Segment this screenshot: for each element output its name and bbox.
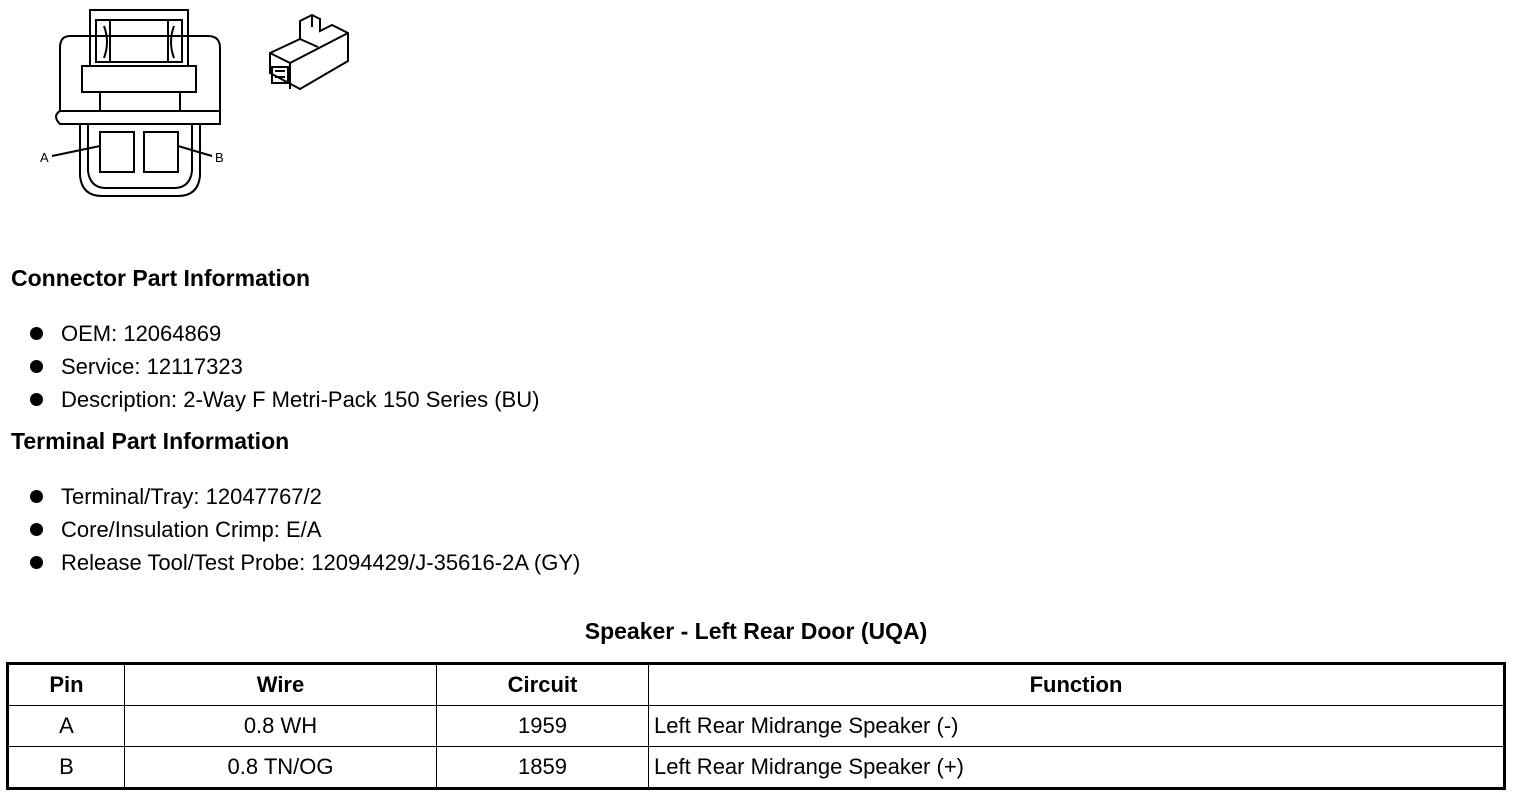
circuit-cell: 1959 (437, 706, 649, 747)
terminal-part-heading: Terminal Part Information (11, 428, 290, 454)
column-header-wire: Wire (125, 664, 437, 706)
list-item-text: Terminal/Tray: 12047767/2 (61, 484, 322, 509)
bullet-icon (30, 490, 43, 503)
bullet-icon (30, 393, 43, 406)
connector-part-heading: Connector Part Information (11, 265, 311, 291)
list-item-text: Core/Insulation Crimp: E/A (61, 517, 322, 542)
connector-part-list (30, 317, 539, 416)
bullet-icon (30, 523, 43, 536)
bullet-icon (30, 360, 43, 373)
column-header-pin: Pin (8, 664, 125, 706)
wire-cell: 0.8 TN/OG (125, 747, 437, 789)
function-cell: Left Rear Midrange Speaker (+) (649, 747, 1505, 789)
list-item (30, 350, 539, 383)
column-header-circuit: Circuit (437, 664, 649, 706)
list-item-text: Release Tool/Test Probe: 12094429/J-35616-2A (GY) (61, 550, 581, 575)
table-row (8, 706, 1505, 747)
table-title: Speaker - Left Rear Door (UQA) (584, 618, 928, 644)
table-header-row (8, 664, 1505, 706)
list-item (30, 546, 580, 579)
connector-diagram (30, 6, 370, 206)
circuit-cell: 1859 (437, 747, 649, 789)
bullet-icon (30, 327, 43, 340)
bullet-icon (30, 556, 43, 569)
list-item (30, 383, 539, 416)
list-item (30, 513, 580, 546)
pin-table (6, 662, 1506, 790)
function-cell: Left Rear Midrange Speaker (-) (649, 706, 1505, 747)
wire-cell: 0.8 WH (125, 706, 437, 747)
pin-b-label: B (215, 150, 224, 165)
list-item-text: Description: 2-Way F Metri-Pack 150 Series (BU) (61, 387, 540, 412)
list-item-text: Service: 12117323 (61, 354, 243, 379)
column-header-function: Function (649, 664, 1505, 706)
table-row (8, 747, 1505, 789)
list-item-text: OEM: 12064869 (61, 321, 222, 346)
pin-cell: A (8, 706, 125, 747)
list-item (30, 480, 580, 513)
pin-cell: B (8, 747, 125, 789)
terminal-part-list (30, 480, 580, 579)
list-item (30, 317, 539, 350)
pin-a-label: A (40, 150, 49, 165)
